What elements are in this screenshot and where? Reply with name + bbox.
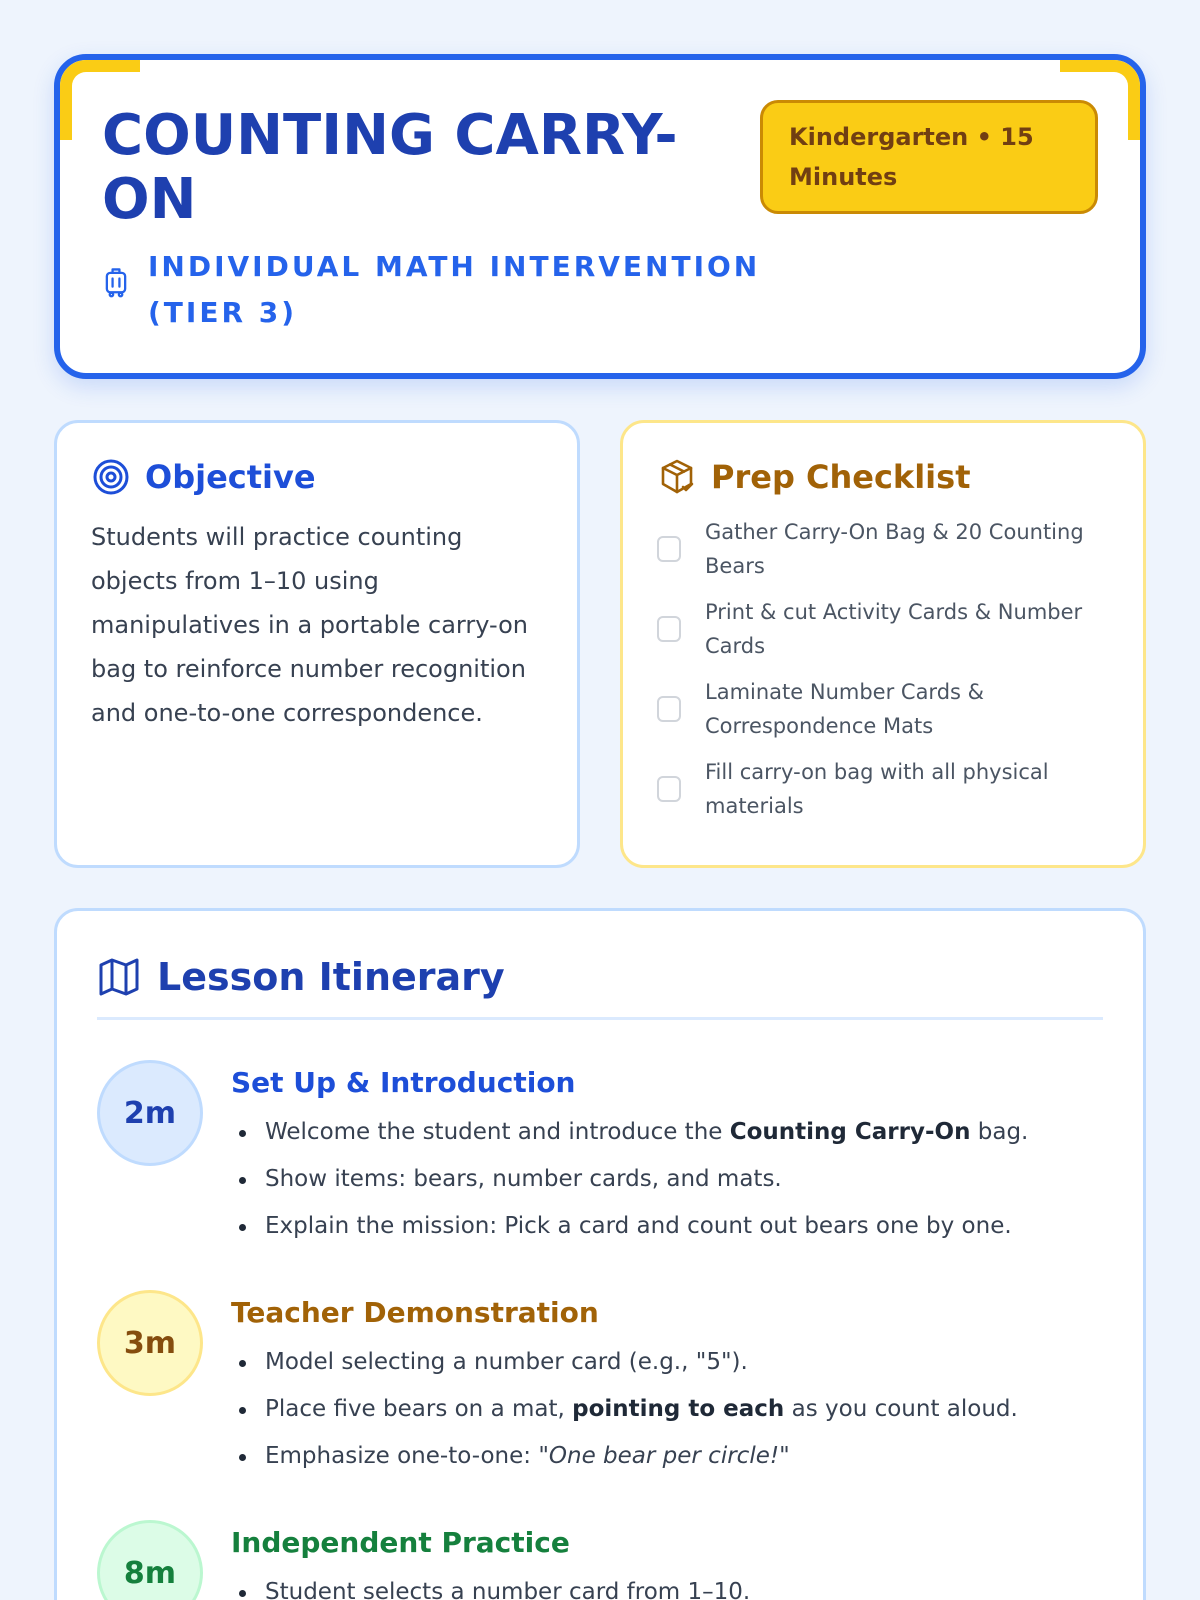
bullet-item: Show items: bears, number cards, and mats. — [231, 1156, 1028, 1203]
step-bullets — [231, 1569, 750, 1600]
bullet-item: Explain the mission: Pick a card and count out bears one by one. — [231, 1203, 1028, 1250]
step-bullets — [231, 1339, 1018, 1480]
checklist-item[interactable] — [657, 755, 1109, 823]
bullet-item: Welcome the student and introduce the Counting Carry-On bag. — [231, 1109, 1028, 1156]
itinerary-step — [97, 1060, 1103, 1250]
checklist-label: Print & cut Activity Cards & Number Cards — [705, 600, 1083, 658]
luggage-icon — [102, 266, 130, 298]
lesson-subtitle-row — [102, 244, 762, 336]
step-title: Independent Practice — [231, 1526, 570, 1559]
checklist-label: Gather Carry-On Bag & 20 Counting Bears — [705, 520, 1084, 578]
checkbox[interactable] — [657, 536, 681, 562]
checklist-label: Laminate Number Cards & Correspondence Mats — [705, 680, 985, 738]
objective-title: Objective — [145, 458, 316, 496]
step-duration-badge: 3m — [97, 1290, 203, 1396]
checkbox[interactable] — [657, 776, 681, 802]
objective-header — [91, 457, 543, 497]
checkbox[interactable] — [657, 616, 681, 642]
bullet-item: Model selecting a number card (e.g., "5"). — [231, 1339, 1018, 1386]
map-icon — [97, 955, 141, 999]
lesson-title: COUNTING CARRY-ON — [102, 103, 678, 232]
prep-checklist-card — [620, 420, 1146, 868]
objective-card — [54, 420, 580, 868]
prep-title: Prep Checklist — [711, 458, 971, 496]
itinerary-header — [97, 955, 1103, 1020]
lesson-itinerary-card — [54, 908, 1146, 1600]
step-body — [231, 1290, 1018, 1480]
itinerary-step — [97, 1290, 1103, 1480]
prep-checklist — [657, 515, 1109, 823]
itinerary-step — [97, 1520, 1103, 1600]
step-bullets — [231, 1109, 1028, 1250]
bullet-item: Student selects a number card from 1–10. — [231, 1569, 750, 1600]
step-title: Set Up & Introduction — [231, 1066, 576, 1099]
checklist-item[interactable] — [657, 515, 1109, 583]
objective-text: Students will practice counting objects from 1–10 using manipulatives in a portable carry-on bag to reinforce number recognition and one-to-one correspondence. — [91, 523, 529, 727]
bullet-item: Emphasize one-to-one: "One bear per circle!" — [231, 1433, 1018, 1480]
checklist-item[interactable] — [657, 595, 1109, 663]
checklist-label: Fill carry-on bag with all physical materials — [705, 760, 1049, 818]
step-duration-badge: 8m — [97, 1520, 203, 1600]
bullet-item: Place five bears on a mat, pointing to each as you count aloud. — [231, 1386, 1018, 1433]
checkbox[interactable] — [657, 696, 681, 722]
step-title: Teacher Demonstration — [231, 1296, 599, 1329]
step-body — [231, 1520, 750, 1600]
itinerary-title: Lesson Itinerary — [157, 955, 505, 999]
step-body — [231, 1060, 1028, 1250]
step-duration-badge: 2m — [97, 1060, 203, 1166]
grade-duration-badge: Kindergarten • 15 Minutes — [760, 100, 1098, 214]
lesson-header-card — [54, 54, 1146, 379]
target-icon — [91, 457, 131, 497]
prep-header — [657, 457, 1109, 497]
checklist-item[interactable] — [657, 675, 1109, 743]
package-check-icon — [657, 457, 697, 497]
lesson-subtitle: INDIVIDUAL MATH INTERVENTION (TIER 3) — [148, 250, 761, 329]
